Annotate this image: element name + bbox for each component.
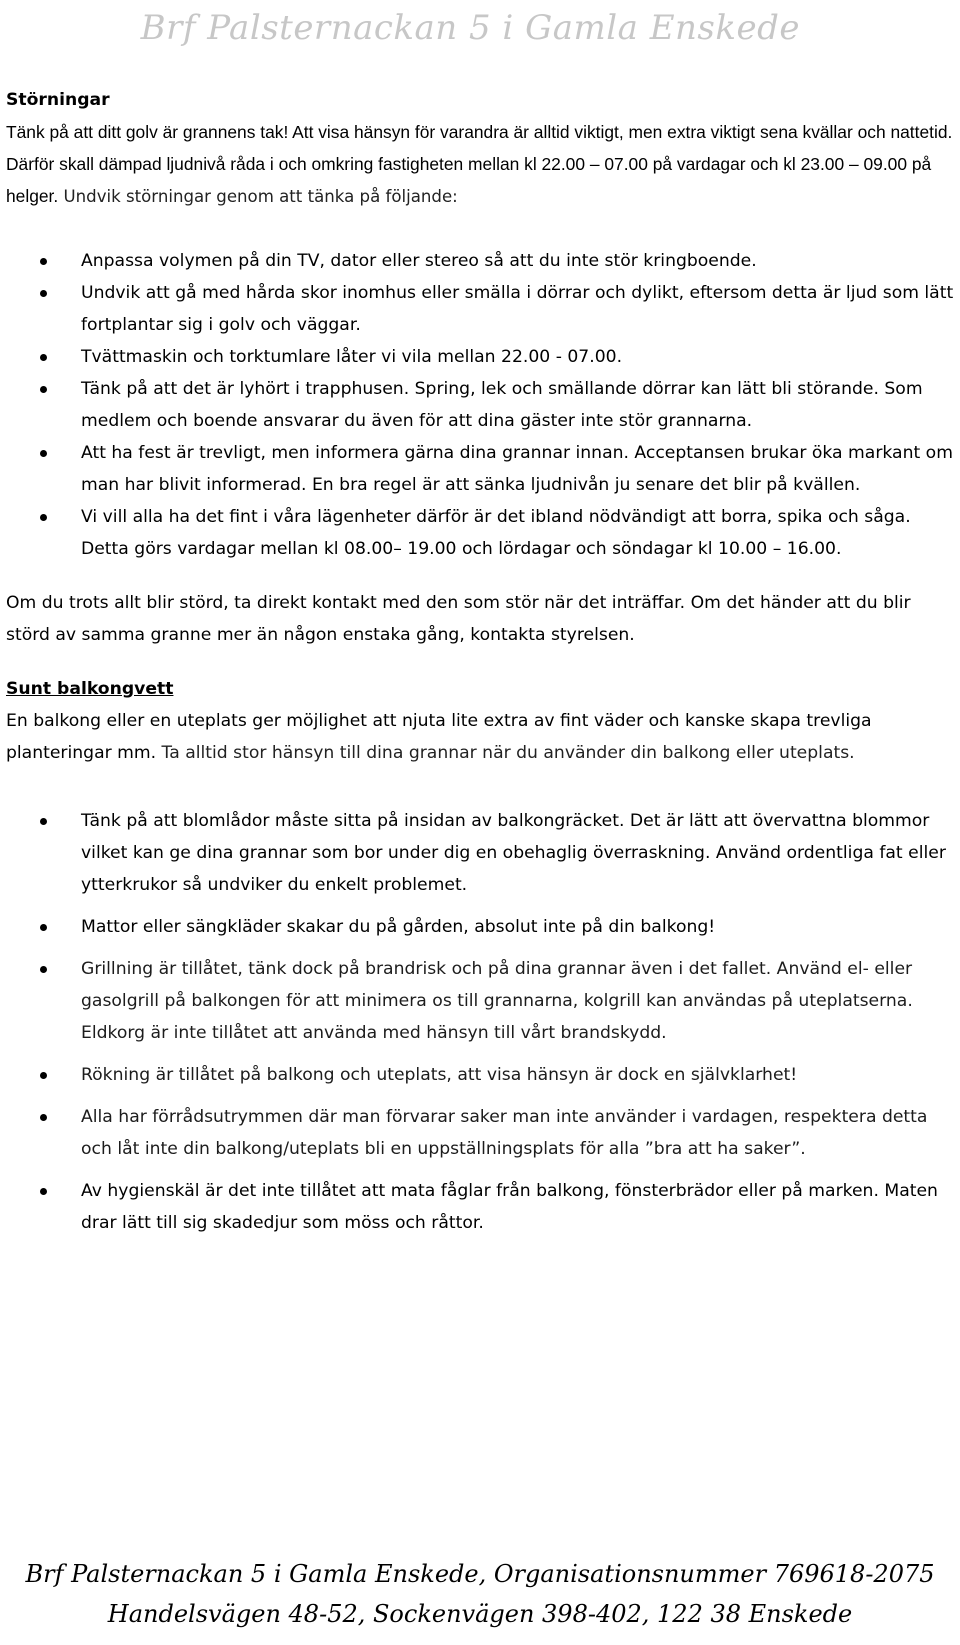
balkongvett-intro-main: En balkong eller en uteplats ger möjlighet att njuta lite extra av fint väder och kanske skapa trevliga planteringar mm. [6, 711, 872, 763]
footer-line-1: Brf Palsternackan 5 i Gamla Enskede, Organisationsnummer 769618-2075 [25, 1560, 935, 1588]
bullet-icon [40, 258, 47, 265]
section-heading-storningar: Störningar [6, 90, 110, 110]
balkongvett-intro-tail: Ta alltid stor hänsyn till dina grannar när du använder din balkong eller uteplats. [156, 743, 855, 763]
footer-line-2: Handelsvägen 48-52, Sockenvägen 398-402, 122 38 Enskede [107, 1600, 853, 1628]
bullet-icon [40, 290, 47, 297]
bullet-icon [40, 514, 47, 521]
balkongvett-intro [6, 705, 954, 769]
list-item: Att ha fest är trevligt, men informera gärna dina grannar innan. Acceptansen brukar öka markant om man har blivit informerad. En bra regel är att sänka ljudnivån ju senare det blir på kvällen. [6, 437, 954, 501]
storningar-intro-tail: Undvik störningar genom att tänka på följande: [58, 187, 458, 206]
document-body [6, 84, 954, 1239]
list-item: Vi vill alla ha det fint i våra lägenheter därför är det ibland nödvändigt att borra, spika och såga. Detta görs vardagar mellan kl 08.00– 19.00 och lördagar och söndagar kl 10.00 – 16.00. [6, 501, 954, 565]
storningar-closing: Om du trots allt blir störd, ta direkt kontakt med den som stör när det inträffar. Om det händer att du blir störd av samma granne mer än någon enstaka gång, kontakta styrelsen. [6, 593, 911, 645]
bullet-icon [40, 1072, 47, 1079]
list-item: Undvik att gå med hårda skor inomhus eller smälla i dörrar och dylikt, eftersom detta är ljud som lätt fortplantar sig i golv och väggar. [6, 277, 954, 341]
list-item: Rökning är tillåtet på balkong och uteplats, att visa hänsyn är dock en självklarhet! [6, 1059, 954, 1091]
list-item: Anpassa volymen på din TV, dator eller stereo så att du inte stör kringboende. [6, 245, 954, 277]
storningar-intro [6, 116, 954, 213]
header-title: Brf Palsternackan 5 i Gamla Enskede [140, 8, 800, 48]
list-item: Tvättmaskin och torktumlare låter vi vila mellan 22.00 - 07.00. [6, 341, 954, 373]
balkongvett-bullet-list [6, 805, 954, 1239]
bullet-icon [40, 1114, 47, 1121]
list-item: Grillning är tillåtet, tänk dock på brandrisk och på dina grannar även i det fallet. Använd el- eller gasolgrill på balkongen för att minimera os till grannarna, kolgrill kan användas på uteplatserna. Eldkorg är inte tillåtet att använda med hänsyn till vårt brandskydd. [6, 953, 954, 1049]
storningar-bullet-list [6, 245, 954, 565]
bullet-icon [40, 924, 47, 931]
list-item: Tänk på att blomlådor måste sitta på insidan av balkongräcket. Det är lätt att övervattna blommor vilket kan ge dina grannar som bor under dig en obehaglig överraskning. Använd ordentliga fat eller ytterkrukor så undviker du enkelt problemet. [6, 805, 954, 901]
list-item: Alla har förrådsutrymmen där man förvarar saker man inte använder i vardagen, respektera detta och låt inte din balkong/uteplats bli en uppställningsplats för alla ”bra att ha saker”. [6, 1101, 954, 1165]
section-heading-balkongvett: Sunt balkongvett [6, 679, 174, 699]
bullet-icon [40, 1188, 47, 1195]
list-item: Mattor eller sängkläder skakar du på gården, absolut inte på din balkong! [6, 911, 954, 943]
bullet-icon [40, 818, 47, 825]
bullet-icon [40, 966, 47, 973]
bullet-icon [40, 450, 47, 457]
storningar-intro-main: Tänk på att ditt golv är grannens tak! Att visa hänsyn för varandra är alltid viktigt, men extra viktigt sena kvällar och nattetid. Därför skall dämpad ljudnivå råda i och omkring fastigheten mellan kl 22.00 – 07.00 på vardagar och kl 23.00 – 09.00 på helger. [6, 122, 953, 206]
list-item: Tänk på att det är lyhört i trapphusen. Spring, lek och smällande dörrar kan lätt bli störande. Som medlem och boende ansvarar du även för att dina gäster inte stör grannarna. [6, 373, 954, 437]
list-item: Av hygienskäl är det inte tillåtet att mata fåglar från balkong, fönsterbrädor eller på marken. Maten drar lätt till sig skadedjur som möss och råttor. [6, 1175, 954, 1239]
bullet-icon [40, 354, 47, 361]
bullet-icon [40, 386, 47, 393]
